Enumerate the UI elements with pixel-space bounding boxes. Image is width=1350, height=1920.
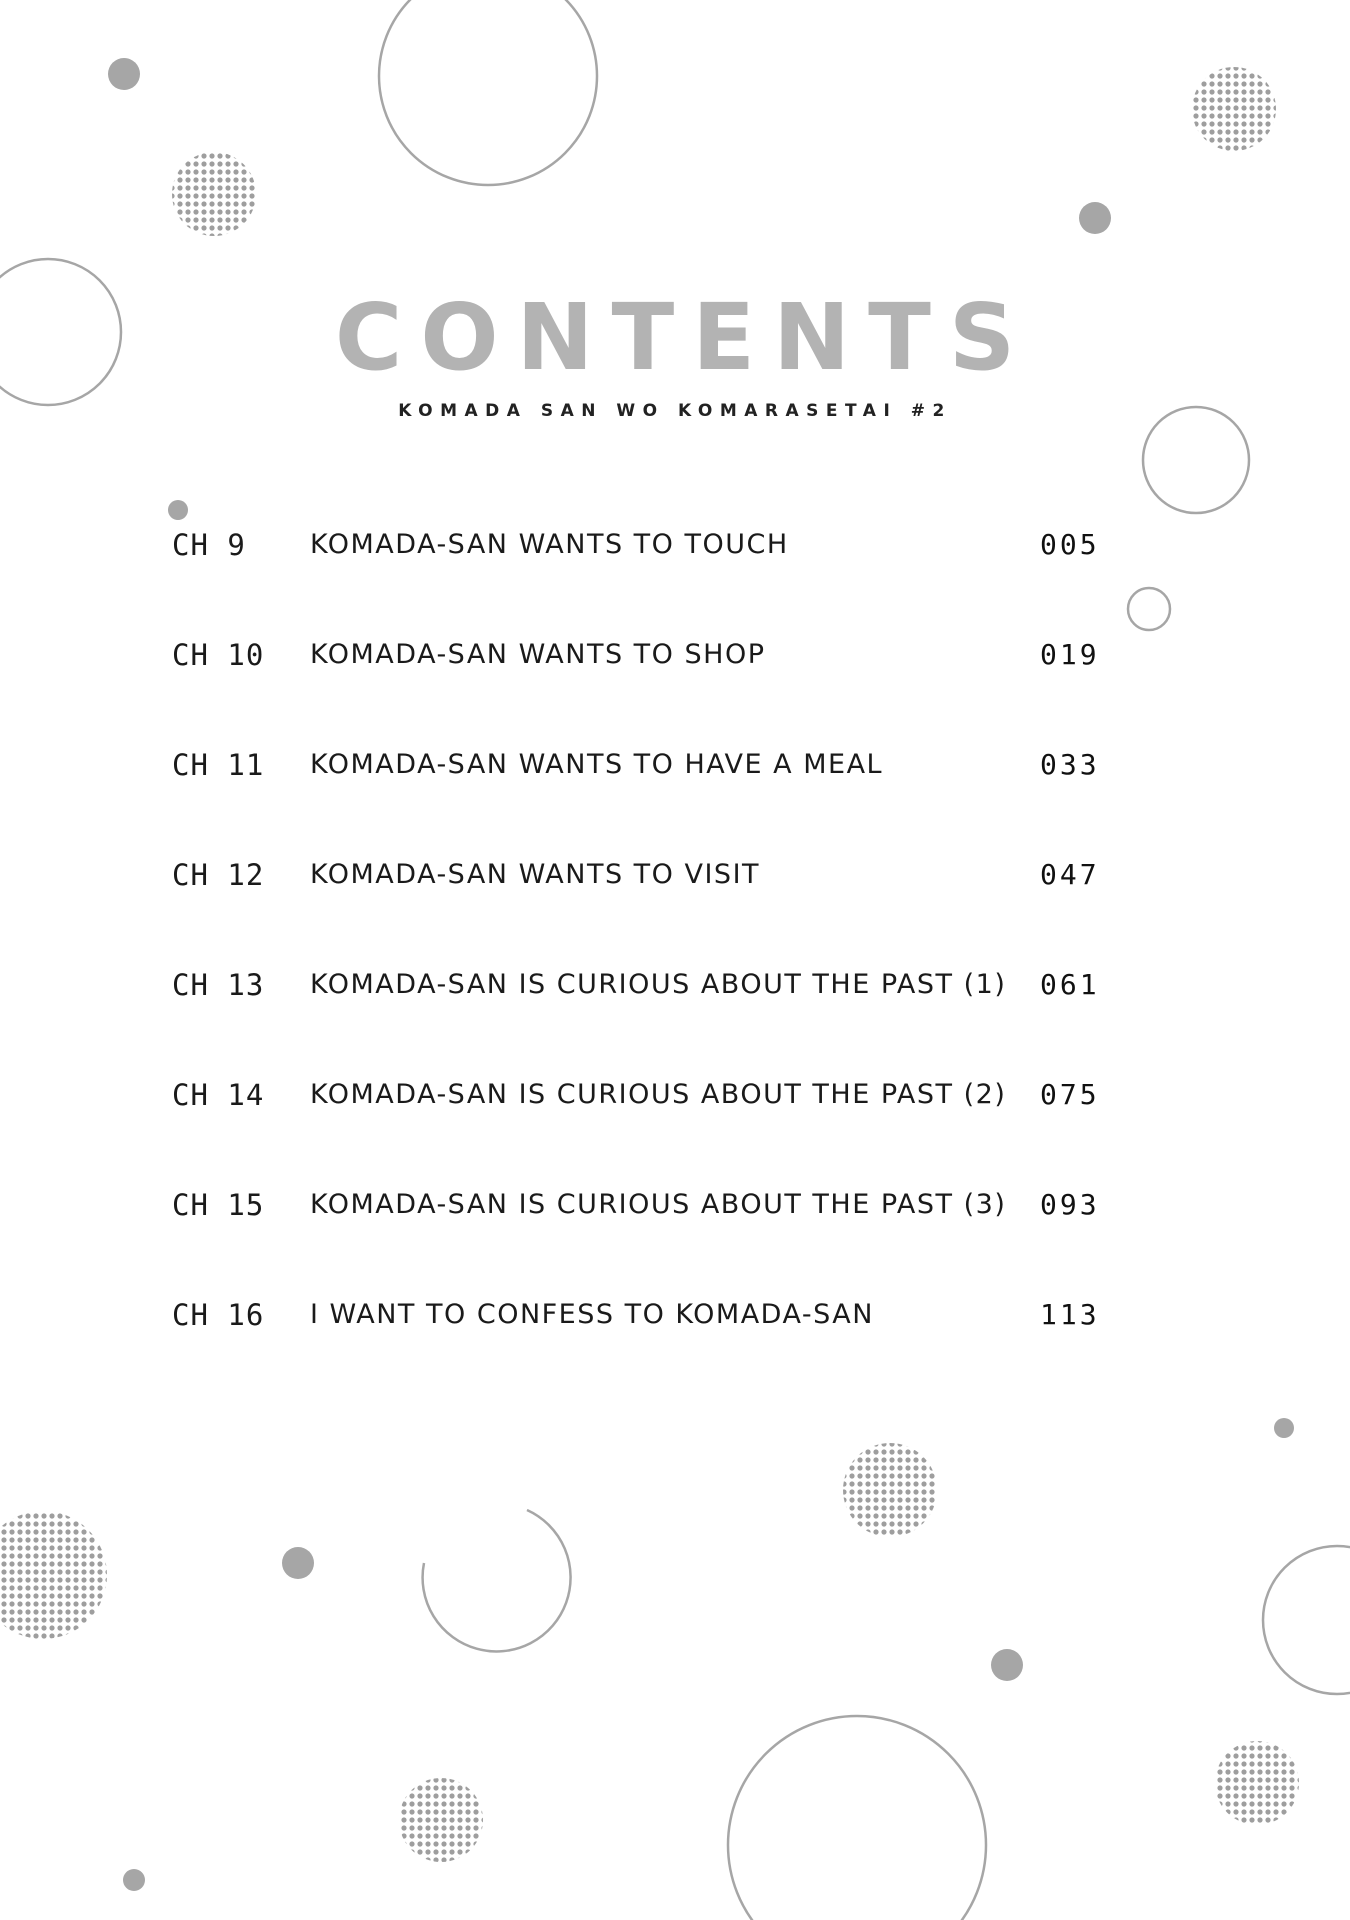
halftone-circle: [172, 152, 256, 236]
chapter-number: CH 14: [172, 1078, 265, 1112]
chapter-number: CH 12: [172, 858, 265, 892]
chapter-number: CH 13: [172, 968, 265, 1002]
outline-circle: [379, 0, 597, 185]
solid-dot: [168, 500, 188, 520]
outline-circle: [728, 1716, 986, 1920]
toc-row: [0, 630, 1350, 680]
outline-circle: [1143, 407, 1249, 513]
solid-dot: [282, 1547, 314, 1579]
chapter-number: CH 15: [172, 1188, 265, 1222]
toc-row: [0, 850, 1350, 900]
chapter-title: KOMADA-SAN IS CURIOUS ABOUT THE PAST (2): [310, 1079, 1007, 1110]
chapter-title: KOMADA-SAN WANTS TO SHOP: [310, 639, 766, 670]
page-number: 093: [1040, 1188, 1100, 1221]
chapter-title: I WANT TO CONFESS TO KOMADA-SAN: [310, 1299, 874, 1330]
page-number: 005: [1040, 528, 1100, 561]
halftone-circle: [843, 1443, 937, 1537]
solid-dot: [1079, 202, 1111, 234]
chapter-title: KOMADA-SAN WANTS TO TOUCH: [310, 529, 789, 560]
halftone-circle: [0, 1511, 107, 1639]
halftone-circle: [1215, 1741, 1299, 1825]
toc-row: [0, 1070, 1350, 1120]
outline-circle: [1263, 1546, 1350, 1694]
chapter-number: CH 10: [172, 638, 265, 672]
chapter-title: KOMADA-SAN IS CURIOUS ABOUT THE PAST (1): [310, 969, 1007, 1000]
page-number: 075: [1040, 1078, 1100, 1111]
solid-dot: [1274, 1418, 1294, 1438]
chapter-number: CH 16: [172, 1298, 265, 1332]
toc-row: [0, 1290, 1350, 1340]
chapter-number: CH 11: [172, 748, 265, 782]
solid-dot: [108, 58, 140, 90]
chapter-title: KOMADA-SAN WANTS TO VISIT: [310, 859, 761, 890]
toc-row: [0, 960, 1350, 1010]
chapter-title: KOMADA-SAN WANTS TO HAVE A MEAL: [310, 749, 884, 780]
page-number: 033: [1040, 748, 1100, 781]
outline-arc: [423, 1510, 571, 1651]
page-subtitle: KOMADA SAN WO KOMARASETAI #2: [398, 401, 952, 421]
outline-circle: [1128, 588, 1170, 630]
halftone-circle: [1192, 67, 1276, 151]
page-number: 113: [1040, 1298, 1100, 1331]
halftone-circle: [399, 1778, 483, 1862]
chapter-title: KOMADA-SAN IS CURIOUS ABOUT THE PAST (3): [310, 1189, 1007, 1220]
solid-dot: [991, 1649, 1023, 1681]
page-number: 019: [1040, 638, 1100, 671]
page-number: 047: [1040, 858, 1100, 891]
toc-row: [0, 1180, 1350, 1230]
solid-dot: [123, 1869, 145, 1891]
toc-row: [0, 520, 1350, 570]
chapter-number: CH 9: [172, 528, 246, 562]
page-number: 061: [1040, 968, 1100, 1001]
page-title: CONTENTS: [334, 284, 1034, 391]
toc-row: [0, 740, 1350, 790]
